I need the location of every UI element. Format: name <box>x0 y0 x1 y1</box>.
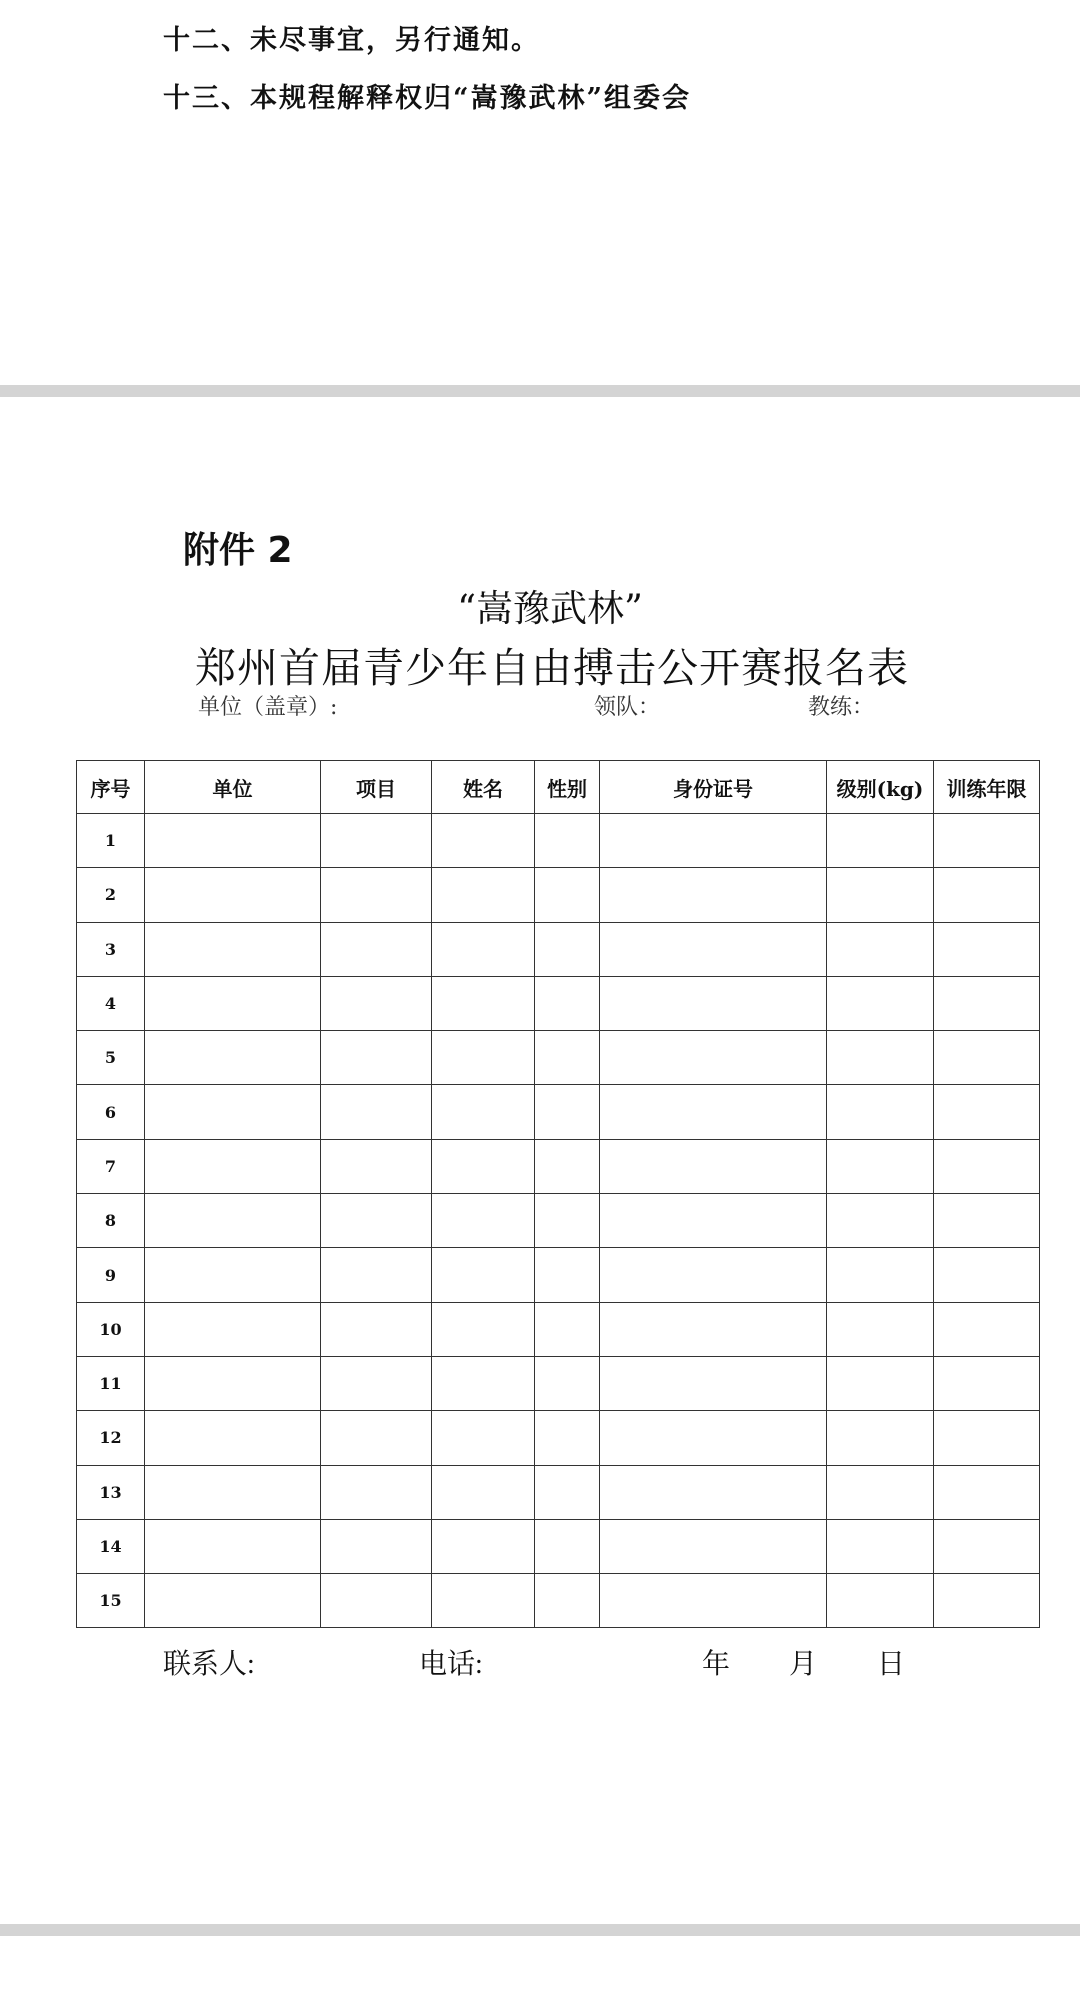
row-number: 11 <box>77 1356 145 1410</box>
paragraph-13: 十三、本规程解释权归“嵩豫武林”组委会 <box>163 83 692 114</box>
table-row <box>77 1465 1040 1519</box>
row-number: 10 <box>77 1302 145 1356</box>
header-unit: 单位 <box>145 761 321 814</box>
row-number: 12 <box>77 1411 145 1465</box>
blank-cell <box>432 1574 535 1628</box>
blank-cell <box>827 1248 934 1302</box>
table-row <box>77 1031 1040 1085</box>
blank-cell <box>321 1248 432 1302</box>
blank-cell <box>321 1139 432 1193</box>
row-number: 9 <box>77 1248 145 1302</box>
page-divider-bottom <box>0 1924 1080 1936</box>
row-number: 7 <box>77 1139 145 1193</box>
blank-cell <box>432 1465 535 1519</box>
blank-cell <box>432 922 535 976</box>
blank-cell <box>535 1248 600 1302</box>
blank-cell <box>934 1194 1040 1248</box>
row-number: 8 <box>77 1194 145 1248</box>
blank-cell <box>535 1465 600 1519</box>
blank-cell <box>600 1356 827 1410</box>
table-row <box>77 814 1040 868</box>
blank-cell <box>600 1519 827 1573</box>
blank-cell <box>827 1519 934 1573</box>
blank-cell <box>321 814 432 868</box>
blank-cell <box>535 1411 600 1465</box>
blank-cell <box>145 1302 321 1356</box>
blank-cell <box>934 1574 1040 1628</box>
blank-cell <box>600 1302 827 1356</box>
table-header-row <box>77 761 1040 814</box>
table-row <box>77 1139 1040 1193</box>
blank-cell <box>432 1411 535 1465</box>
blank-cell <box>535 868 600 922</box>
year-label: 年 <box>702 1649 731 1680</box>
blank-cell <box>321 1031 432 1085</box>
blank-cell <box>827 1194 934 1248</box>
attachment-label: 附件 2 <box>183 530 293 571</box>
blank-cell <box>827 1356 934 1410</box>
blank-cell <box>600 1248 827 1302</box>
blank-cell <box>600 976 827 1030</box>
row-number: 2 <box>77 868 145 922</box>
blank-cell <box>535 1356 600 1410</box>
blank-cell <box>145 1519 321 1573</box>
blank-cell <box>600 1465 827 1519</box>
blank-cell <box>535 976 600 1030</box>
blank-cell <box>827 1031 934 1085</box>
row-number: 4 <box>77 976 145 1030</box>
blank-cell <box>321 868 432 922</box>
blank-cell <box>321 1302 432 1356</box>
blank-cell <box>535 1194 600 1248</box>
blank-cell <box>432 976 535 1030</box>
blank-cell <box>432 814 535 868</box>
blank-cell <box>535 814 600 868</box>
blank-cell <box>145 1356 321 1410</box>
blank-cell <box>432 868 535 922</box>
registration-table <box>76 760 1040 1628</box>
blank-cell <box>145 868 321 922</box>
blank-cell <box>827 1574 934 1628</box>
header-id-number: 身份证号 <box>600 761 827 814</box>
blank-cell <box>432 1194 535 1248</box>
blank-cell <box>145 1465 321 1519</box>
blank-cell <box>145 1031 321 1085</box>
row-number: 15 <box>77 1574 145 1628</box>
blank-cell <box>934 1519 1040 1573</box>
blank-cell <box>600 1085 827 1139</box>
header-event: 项目 <box>321 761 432 814</box>
blank-cell <box>827 976 934 1030</box>
table-row <box>77 1085 1040 1139</box>
blank-cell <box>934 1302 1040 1356</box>
blank-cell <box>600 1411 827 1465</box>
blank-cell <box>934 1411 1040 1465</box>
blank-cell <box>600 868 827 922</box>
blank-cell <box>535 1519 600 1573</box>
blank-cell <box>600 814 827 868</box>
blank-cell <box>145 1248 321 1302</box>
row-number: 3 <box>77 922 145 976</box>
blank-cell <box>827 1302 934 1356</box>
header-name: 姓名 <box>432 761 535 814</box>
form-title: 郑州首届青少年自由搏击公开赛报名表 <box>195 644 909 692</box>
blank-cell <box>600 1031 827 1085</box>
blank-cell <box>145 1411 321 1465</box>
blank-cell <box>321 976 432 1030</box>
blank-cell <box>535 1574 600 1628</box>
unit-stamp-label: 单位（盖章）: <box>198 695 338 720</box>
coach-label: 教练： <box>808 695 875 720</box>
header-weight-class: 级别(kg) <box>827 761 934 814</box>
blank-cell <box>934 976 1040 1030</box>
blank-cell <box>535 1302 600 1356</box>
phone-label: 电话: <box>419 1649 483 1680</box>
blank-cell <box>145 1574 321 1628</box>
blank-cell <box>145 1085 321 1139</box>
table-row <box>77 1411 1040 1465</box>
blank-cell <box>827 1411 934 1465</box>
table-row <box>77 1248 1040 1302</box>
blank-cell <box>432 1139 535 1193</box>
row-number: 13 <box>77 1465 145 1519</box>
blank-cell <box>934 1356 1040 1410</box>
blank-cell <box>321 1411 432 1465</box>
blank-cell <box>432 1248 535 1302</box>
header-gender: 性别 <box>535 761 600 814</box>
blank-cell <box>145 1194 321 1248</box>
blank-cell <box>145 976 321 1030</box>
row-number: 5 <box>77 1031 145 1085</box>
blank-cell <box>321 1519 432 1573</box>
paragraph-12: 十二、未尽事宜，另行通知。 <box>163 25 540 56</box>
blank-cell <box>321 1356 432 1410</box>
blank-cell <box>432 1519 535 1573</box>
blank-cell <box>535 1085 600 1139</box>
table-row <box>77 1302 1040 1356</box>
row-number: 14 <box>77 1519 145 1573</box>
blank-cell <box>934 922 1040 976</box>
table-row <box>77 976 1040 1030</box>
blank-cell <box>934 868 1040 922</box>
blank-cell <box>432 1356 535 1410</box>
blank-cell <box>535 922 600 976</box>
month-label: 月 <box>789 1649 818 1680</box>
table-row <box>77 1194 1040 1248</box>
blank-cell <box>934 814 1040 868</box>
blank-cell <box>827 1085 934 1139</box>
blank-cell <box>934 1139 1040 1193</box>
blank-cell <box>600 1139 827 1193</box>
blank-cell <box>145 1139 321 1193</box>
blank-cell <box>432 1302 535 1356</box>
blank-cell <box>827 922 934 976</box>
blank-cell <box>934 1031 1040 1085</box>
blank-cell <box>432 1031 535 1085</box>
title-line-1: “嵩豫武林” <box>457 587 643 630</box>
header-training-years: 训练年限 <box>934 761 1040 814</box>
blank-cell <box>827 1139 934 1193</box>
blank-cell <box>321 1085 432 1139</box>
page-divider <box>0 385 1080 397</box>
blank-cell <box>321 1194 432 1248</box>
blank-cell <box>600 1574 827 1628</box>
blank-cell <box>827 1465 934 1519</box>
blank-cell <box>535 1031 600 1085</box>
table-row <box>77 1519 1040 1573</box>
blank-cell <box>145 814 321 868</box>
table-row <box>77 868 1040 922</box>
table-row <box>77 1356 1040 1410</box>
blank-cell <box>934 1085 1040 1139</box>
blank-cell <box>600 1194 827 1248</box>
table-row <box>77 1574 1040 1628</box>
blank-cell <box>934 1465 1040 1519</box>
team-leader-label: 领队： <box>594 695 661 720</box>
blank-cell <box>535 1139 600 1193</box>
blank-cell <box>145 922 321 976</box>
contact-person-label: 联系人: <box>163 1649 255 1680</box>
row-number: 1 <box>77 814 145 868</box>
blank-cell <box>321 1465 432 1519</box>
header-seq: 序号 <box>77 761 145 814</box>
blank-cell <box>321 922 432 976</box>
blank-cell <box>321 1574 432 1628</box>
table-row <box>77 922 1040 976</box>
blank-cell <box>432 1085 535 1139</box>
blank-cell <box>934 1248 1040 1302</box>
blank-cell <box>827 868 934 922</box>
blank-cell <box>600 922 827 976</box>
row-number: 6 <box>77 1085 145 1139</box>
day-label: 日 <box>877 1649 906 1680</box>
blank-cell <box>827 814 934 868</box>
